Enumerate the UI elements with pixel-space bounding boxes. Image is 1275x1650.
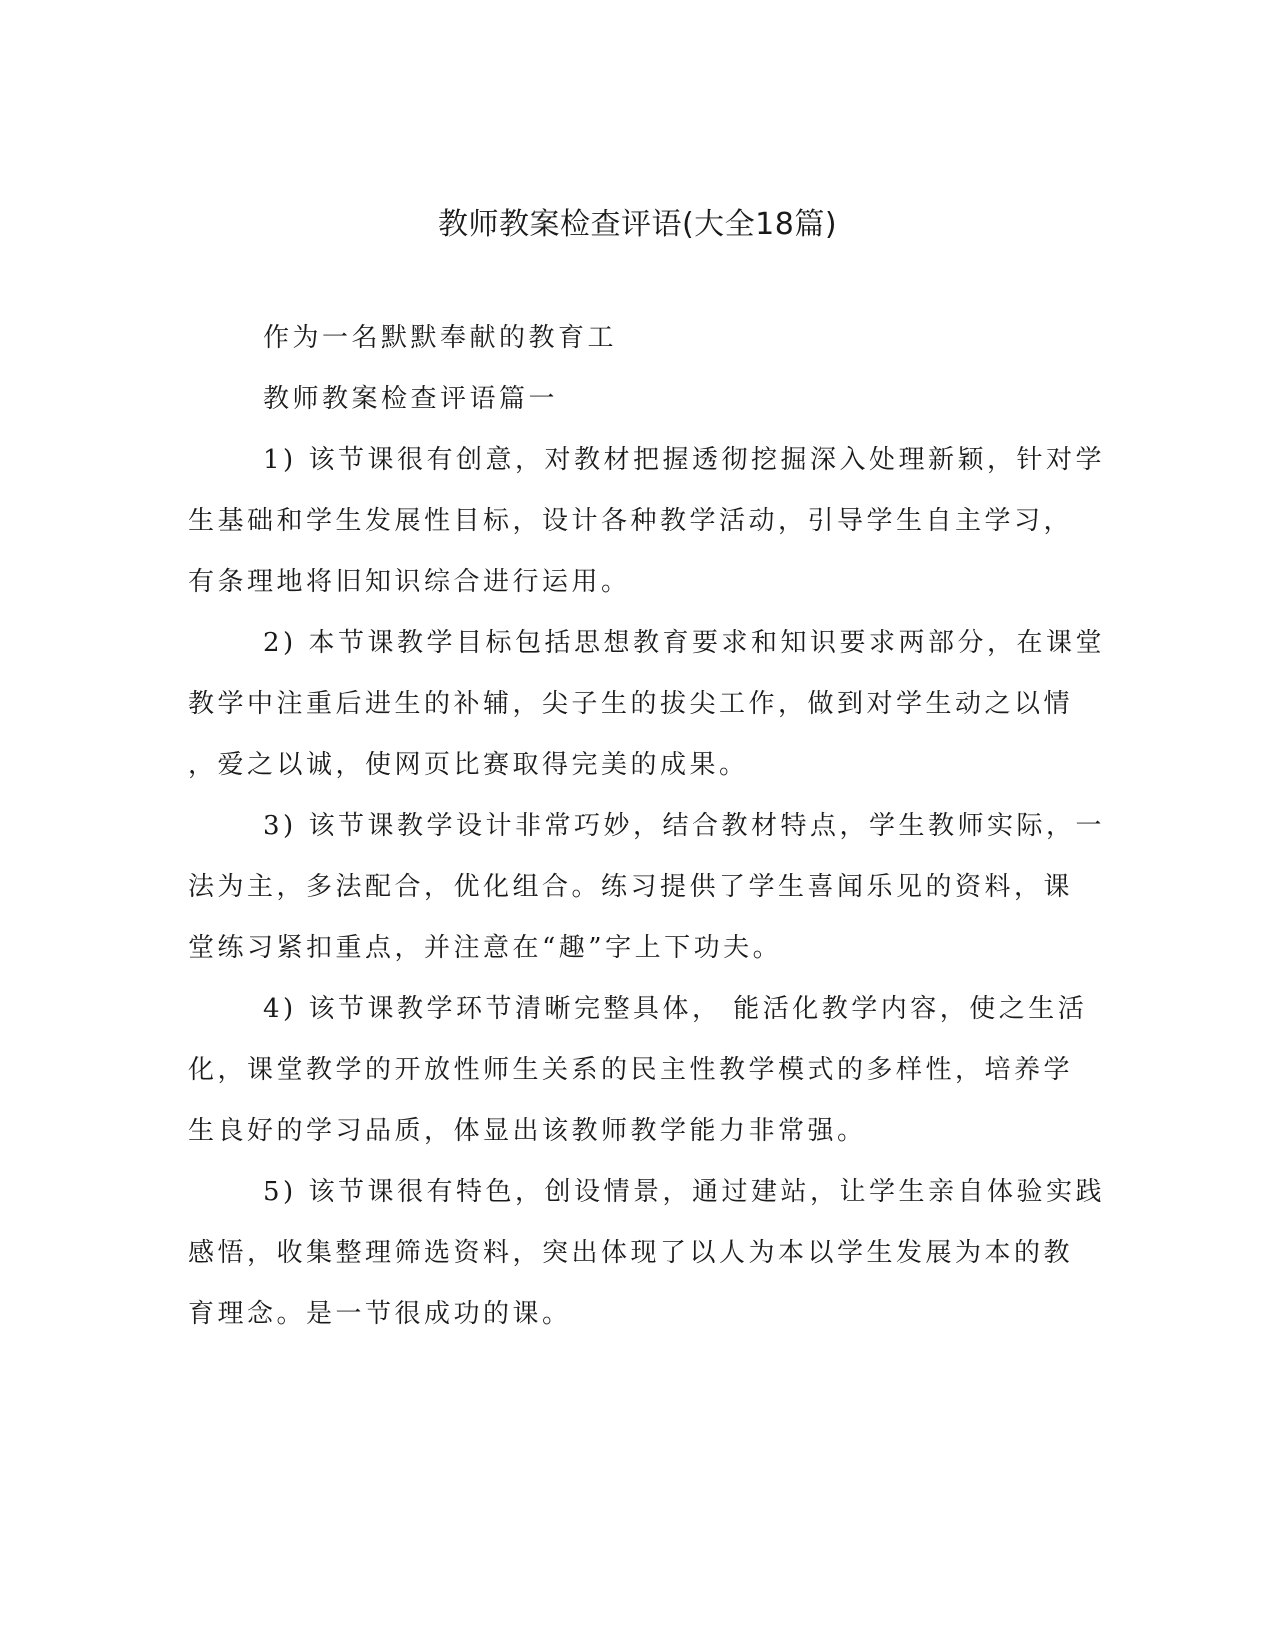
paragraph-line: 教学中注重后进生的补辅，尖子生的拔尖工作，做到对学生动之以情	[188, 689, 1074, 719]
paragraph-2	[188, 627, 1105, 781]
paragraph-line: 5) 该节课很有特色，创设情景，通过建站，让学生亲自体验实践	[263, 1177, 1105, 1207]
paragraph-line: 2) 本节课教学目标包括思想教育要求和知识要求两部分，在课堂	[263, 628, 1105, 658]
paragraph-line: 法为主，多法配合，优化组合。练习提供了学生喜闻乐见的资料，课	[188, 872, 1074, 902]
paragraph-4	[188, 993, 1088, 1147]
paragraph-line: 感悟，收集整理筛选资料，突出体现了以人为本以学生发展为本的教	[188, 1238, 1074, 1268]
paragraph-1	[188, 444, 1105, 598]
section-heading: 教师教案检查评语篇一	[263, 384, 559, 414]
paragraph-line: ，爱之以诚，使网页比赛取得完美的成果。	[188, 750, 749, 780]
paragraph-line: 3) 该节课教学设计非常巧妙，结合教材特点，学生教师实际，一	[263, 811, 1105, 841]
intro-line: 作为一名默默奉献的教育工	[263, 323, 618, 353]
paragraph-line: 生基础和学生发展性目标，设计各种教学活动，引导学生自主学习，	[188, 506, 1074, 536]
paragraph-line: 化，课堂教学的开放性师生关系的民主性教学模式的多样性，培养学	[188, 1055, 1074, 1085]
document-body	[188, 322, 1105, 1359]
page-title: 教师教案检查评语(大全18篇)	[437, 207, 838, 242]
paragraph-line: 有条理地将旧知识综合进行运用。	[188, 567, 631, 597]
paragraph-3	[188, 810, 1105, 964]
paragraph-line: 生良好的学习品质，体显出该教师教学能力非常强。	[188, 1116, 867, 1146]
paragraph-line: 1) 该节课很有创意，对教材把握透彻挖掘深入处理新颖，针对学	[263, 445, 1105, 475]
paragraph-line: 育理念。是一节很成功的课。	[188, 1299, 572, 1329]
paragraph-5	[188, 1176, 1105, 1330]
paragraph-line: 4) 该节课教学环节清晰完整具体， 能活化教学内容，使之生活	[263, 994, 1088, 1024]
paragraph-line: 堂练习紧扣重点，并注意在“趣”字上下功夫。	[188, 933, 783, 963]
